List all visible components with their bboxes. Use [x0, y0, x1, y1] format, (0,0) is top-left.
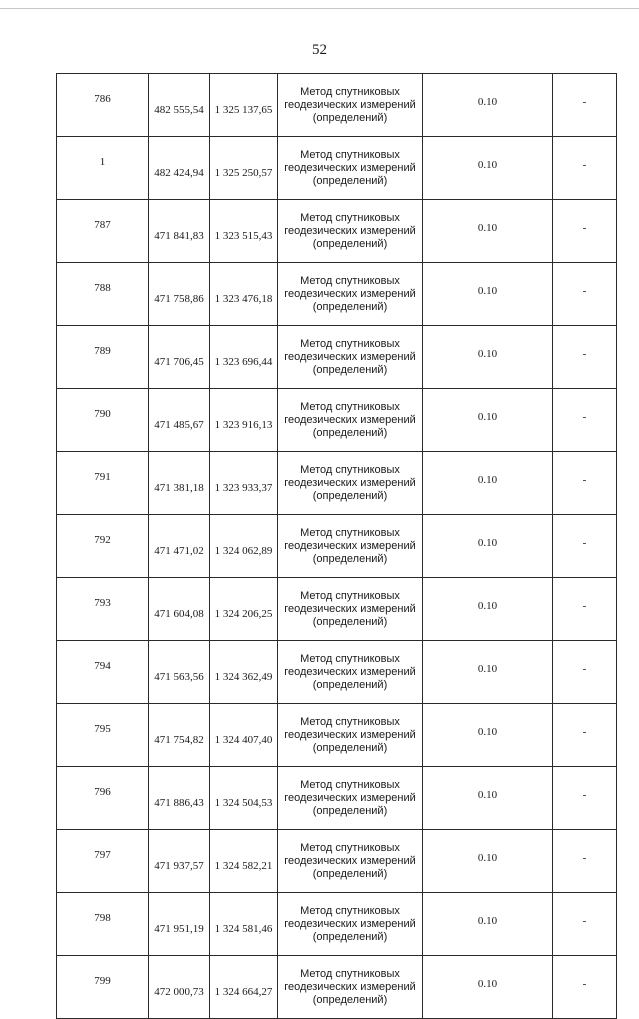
coordinate-x-cell: 471 754,82 — [149, 704, 210, 767]
method-cell: Метод спутниковых геодезических измерений (определений) — [278, 515, 423, 578]
table-row — [57, 326, 617, 389]
coordinate-y-cell: 1 325 137,65 — [210, 74, 278, 137]
coordinate-y-cell: 1 323 476,18 — [210, 263, 278, 326]
point-number-cell: 796 — [57, 767, 149, 830]
point-number-cell: 791 — [57, 452, 149, 515]
method-cell: Метод спутниковых геодезических измерений (определений) — [278, 956, 423, 1019]
coordinate-y-cell: 1 324 504,53 — [210, 767, 278, 830]
table-row — [57, 74, 617, 137]
method-cell: Метод спутниковых геодезических измерений (определений) — [278, 137, 423, 200]
point-number-cell: 795 — [57, 704, 149, 767]
coordinate-x-cell: 482 424,94 — [149, 137, 210, 200]
coordinate-x-cell: 471 758,86 — [149, 263, 210, 326]
accuracy-cell: 0.10 — [423, 893, 553, 956]
coordinate-x-cell: 471 706,45 — [149, 326, 210, 389]
table-row — [57, 137, 617, 200]
point-number-cell: 786 — [57, 74, 149, 137]
accuracy-cell: 0.10 — [423, 326, 553, 389]
coordinate-y-cell: 1 323 933,37 — [210, 452, 278, 515]
accuracy-cell: 0.10 — [423, 389, 553, 452]
table-row — [57, 578, 617, 641]
point-number-cell: 798 — [57, 893, 149, 956]
note-cell: - — [553, 515, 617, 578]
coordinate-y-cell: 1 323 696,44 — [210, 326, 278, 389]
point-number-cell: 799 — [57, 956, 149, 1019]
method-cell: Метод спутниковых геодезических измерений (определений) — [278, 452, 423, 515]
coordinate-y-cell: 1 324 062,89 — [210, 515, 278, 578]
accuracy-cell: 0.10 — [423, 200, 553, 263]
coordinate-x-cell: 471 841,83 — [149, 200, 210, 263]
method-cell: Метод спутниковых геодезических измерений (определений) — [278, 200, 423, 263]
coordinate-y-cell: 1 323 916,13 — [210, 389, 278, 452]
coordinate-y-cell: 1 323 515,43 — [210, 200, 278, 263]
method-cell: Метод спутниковых геодезических измерений (определений) — [278, 326, 423, 389]
note-cell: - — [553, 74, 617, 137]
method-cell: Метод спутниковых геодезических измерений (определений) — [278, 704, 423, 767]
table-row — [57, 263, 617, 326]
note-cell: - — [553, 137, 617, 200]
coordinate-x-cell: 471 471,02 — [149, 515, 210, 578]
point-number-cell: 1 — [57, 137, 149, 200]
accuracy-cell: 0.10 — [423, 641, 553, 704]
coordinate-y-cell: 1 324 582,21 — [210, 830, 278, 893]
note-cell: - — [553, 263, 617, 326]
point-number-cell: 792 — [57, 515, 149, 578]
accuracy-cell: 0.10 — [423, 263, 553, 326]
coordinate-x-cell: 471 886,43 — [149, 767, 210, 830]
accuracy-cell: 0.10 — [423, 578, 553, 641]
method-cell: Метод спутниковых геодезических измерений (определений) — [278, 389, 423, 452]
coordinates-table-body — [57, 74, 617, 1019]
coordinate-x-cell: 482 555,54 — [149, 74, 210, 137]
page-top-rule — [0, 8, 639, 9]
method-cell: Метод спутниковых геодезических измерений (определений) — [278, 578, 423, 641]
table-row — [57, 704, 617, 767]
note-cell: - — [553, 893, 617, 956]
accuracy-cell: 0.10 — [423, 137, 553, 200]
note-cell: - — [553, 452, 617, 515]
point-number-cell: 790 — [57, 389, 149, 452]
point-number-cell: 787 — [57, 200, 149, 263]
accuracy-cell: 0.10 — [423, 704, 553, 767]
table-row — [57, 641, 617, 704]
point-number-cell: 793 — [57, 578, 149, 641]
coordinate-y-cell: 1 324 581,46 — [210, 893, 278, 956]
coordinate-x-cell: 471 951,19 — [149, 893, 210, 956]
method-cell: Метод спутниковых геодезических измерений (определений) — [278, 641, 423, 704]
accuracy-cell: 0.10 — [423, 74, 553, 137]
accuracy-cell: 0.10 — [423, 767, 553, 830]
table-row — [57, 767, 617, 830]
coordinate-y-cell: 1 324 206,25 — [210, 578, 278, 641]
coordinate-x-cell: 472 000,73 — [149, 956, 210, 1019]
note-cell: - — [553, 200, 617, 263]
accuracy-cell: 0.10 — [423, 515, 553, 578]
coordinates-table — [56, 73, 617, 1019]
coordinate-x-cell: 471 381,18 — [149, 452, 210, 515]
coordinate-y-cell: 1 324 664,27 — [210, 956, 278, 1019]
note-cell: - — [553, 326, 617, 389]
accuracy-cell: 0.10 — [423, 956, 553, 1019]
point-number-cell: 797 — [57, 830, 149, 893]
table-row — [57, 515, 617, 578]
note-cell: - — [553, 641, 617, 704]
table-row — [57, 893, 617, 956]
note-cell: - — [553, 830, 617, 893]
method-cell: Метод спутниковых геодезических измерений (определений) — [278, 74, 423, 137]
coordinate-x-cell: 471 563,56 — [149, 641, 210, 704]
coordinate-y-cell: 1 325 250,57 — [210, 137, 278, 200]
note-cell: - — [553, 767, 617, 830]
method-cell: Метод спутниковых геодезических измерений (определений) — [278, 893, 423, 956]
note-cell: - — [553, 956, 617, 1019]
point-number-cell: 789 — [57, 326, 149, 389]
coordinate-x-cell: 471 485,67 — [149, 389, 210, 452]
method-cell: Метод спутниковых геодезических измерений (определений) — [278, 767, 423, 830]
point-number-cell: 794 — [57, 641, 149, 704]
method-cell: Метод спутниковых геодезических измерений (определений) — [278, 830, 423, 893]
method-cell: Метод спутниковых геодезических измерений (определений) — [278, 263, 423, 326]
table-row — [57, 389, 617, 452]
table-row — [57, 830, 617, 893]
table-row — [57, 200, 617, 263]
coordinate-x-cell: 471 937,57 — [149, 830, 210, 893]
accuracy-cell: 0.10 — [423, 452, 553, 515]
point-number-cell: 788 — [57, 263, 149, 326]
coordinate-x-cell: 471 604,08 — [149, 578, 210, 641]
accuracy-cell: 0.10 — [423, 830, 553, 893]
coordinate-y-cell: 1 324 407,40 — [210, 704, 278, 767]
coordinate-y-cell: 1 324 362,49 — [210, 641, 278, 704]
note-cell: - — [553, 389, 617, 452]
note-cell: - — [553, 704, 617, 767]
table-row — [57, 956, 617, 1019]
table-row — [57, 452, 617, 515]
note-cell: - — [553, 578, 617, 641]
page-number: 52 — [312, 42, 327, 58]
